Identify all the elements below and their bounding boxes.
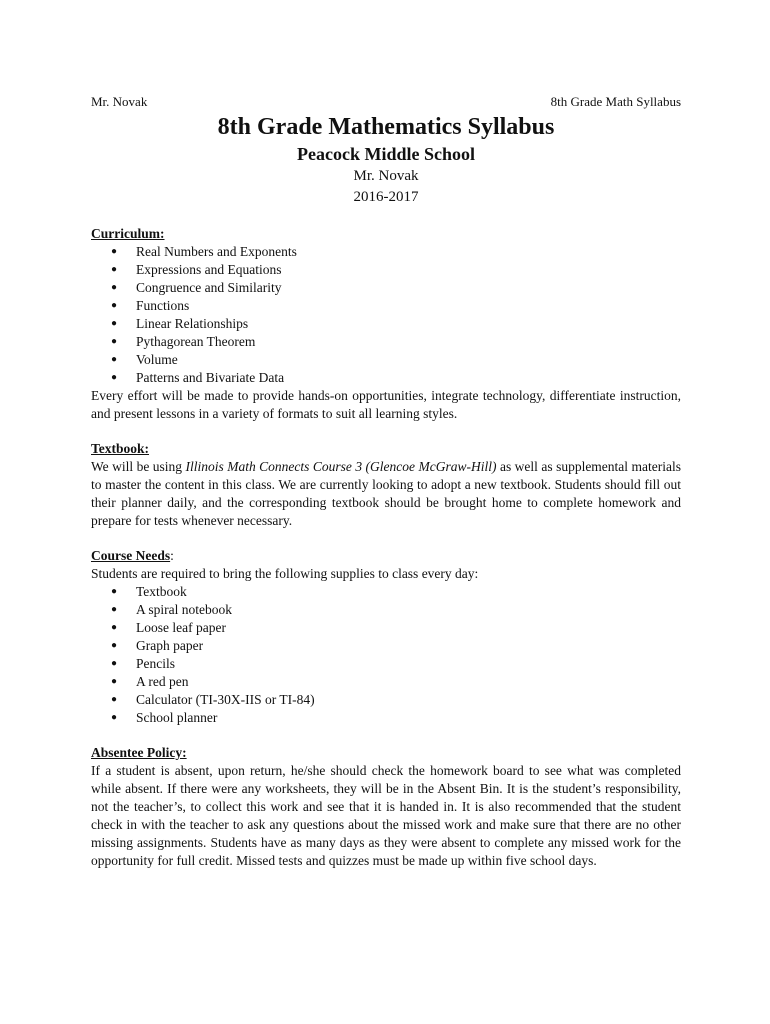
bullet-icon: ● bbox=[111, 586, 118, 597]
bullet-icon: ● bbox=[111, 712, 118, 723]
list-item: ● Linear Relationships bbox=[111, 316, 249, 331]
list-item: ● Functions bbox=[111, 298, 190, 313]
bullet-icon: ● bbox=[111, 336, 118, 347]
textbook-title: Illinois Math Connects Course 3 (Glencoe McGraw-Hill) bbox=[185, 459, 497, 474]
absentee-heading: Absentee Policy: bbox=[91, 745, 187, 760]
bullet-icon: ● bbox=[111, 372, 118, 383]
bullet-icon: ● bbox=[111, 264, 118, 275]
bullet-icon: ● bbox=[111, 318, 118, 329]
bullet-icon: ● bbox=[111, 694, 118, 705]
teacher-name: Mr. Novak bbox=[353, 168, 419, 184]
bullet-icon: ● bbox=[111, 658, 118, 669]
document-title: 8th Grade Mathematics Syllabus bbox=[217, 114, 555, 140]
textbook-paragraph: We will be using Illinois Math Connects Course 3 (Glencoe McGraw-Hill) as well as supplemental materials to master the content in this class. We are currently looking to adopt a new textbook. Students should fill out their planner daily, and the corresponding textbook should be brought home to complete homework and prepare for tests whenever necessary. bbox=[91, 459, 681, 528]
list-item: ● Volume bbox=[111, 352, 178, 367]
supplies-list bbox=[91, 583, 681, 727]
curriculum-paragraph: Every effort will be made to provide hands-on opportunities, integrate technology, differentiate instruction, and present lessons in a variety of formats to suit all learning styles. bbox=[91, 388, 681, 421]
list-item: ● A red pen bbox=[111, 674, 189, 689]
list-item: ● Real Numbers and Exponents bbox=[111, 244, 297, 259]
bullet-icon: ● bbox=[111, 282, 118, 293]
list-item: ● Graph paper bbox=[111, 638, 204, 653]
course-needs-heading: Course Needs: bbox=[91, 548, 174, 563]
list-item: ● Calculator (TI-30X-IIS or TI-84) bbox=[111, 692, 315, 707]
school-year: 2016-2017 bbox=[353, 189, 419, 205]
bullet-icon: ● bbox=[111, 354, 118, 365]
list-item: ● Expressions and Equations bbox=[111, 262, 282, 277]
header-right: 8th Grade Math Syllabus bbox=[550, 94, 681, 109]
course-needs-intro: Students are required to bring the following supplies to class every day: bbox=[91, 566, 479, 581]
curriculum-heading: Curriculum: bbox=[91, 226, 165, 241]
list-item: ● Pencils bbox=[111, 656, 175, 671]
bullet-icon: ● bbox=[111, 246, 118, 257]
bullet-icon: ● bbox=[111, 622, 118, 633]
list-item: ● Textbook bbox=[111, 584, 187, 599]
list-item: ● Loose leaf paper bbox=[111, 620, 226, 635]
textbook-heading: Textbook: bbox=[91, 441, 150, 456]
absentee-paragraph: If a student is absent, upon return, he/she should check the homework board to see what was completed while absent. If there were any worksheets, they will be in the Absent Bin. It is the student’s responsibility, not the teacher’s, to collect this work and see that it is handed in. It is also recommended that the student check in with the teacher to ask any questions about the missed work and make sure that there are no other missing assignments. Students have as many days as they were absent to complete any missed work for the opportunity for full credit. Missed tests and quizzes must be made up within five school days. bbox=[91, 763, 681, 868]
list-item: ● School planner bbox=[111, 710, 218, 725]
list-item: ● A spiral notebook bbox=[111, 602, 232, 617]
list-item: ● Patterns and Bivariate Data bbox=[111, 370, 285, 385]
curriculum-list bbox=[91, 243, 681, 387]
bullet-icon: ● bbox=[111, 676, 118, 687]
syllabus-page bbox=[91, 94, 681, 870]
bullet-icon: ● bbox=[111, 640, 118, 651]
school-name: Peacock Middle School bbox=[297, 144, 475, 164]
header-left: Mr. Novak bbox=[91, 94, 148, 109]
bullet-icon: ● bbox=[111, 300, 118, 311]
running-header bbox=[91, 94, 681, 110]
bullet-icon: ● bbox=[111, 604, 118, 615]
list-item: ● Congruence and Similarity bbox=[111, 280, 282, 295]
list-item: ● Pythagorean Theorem bbox=[111, 334, 256, 349]
